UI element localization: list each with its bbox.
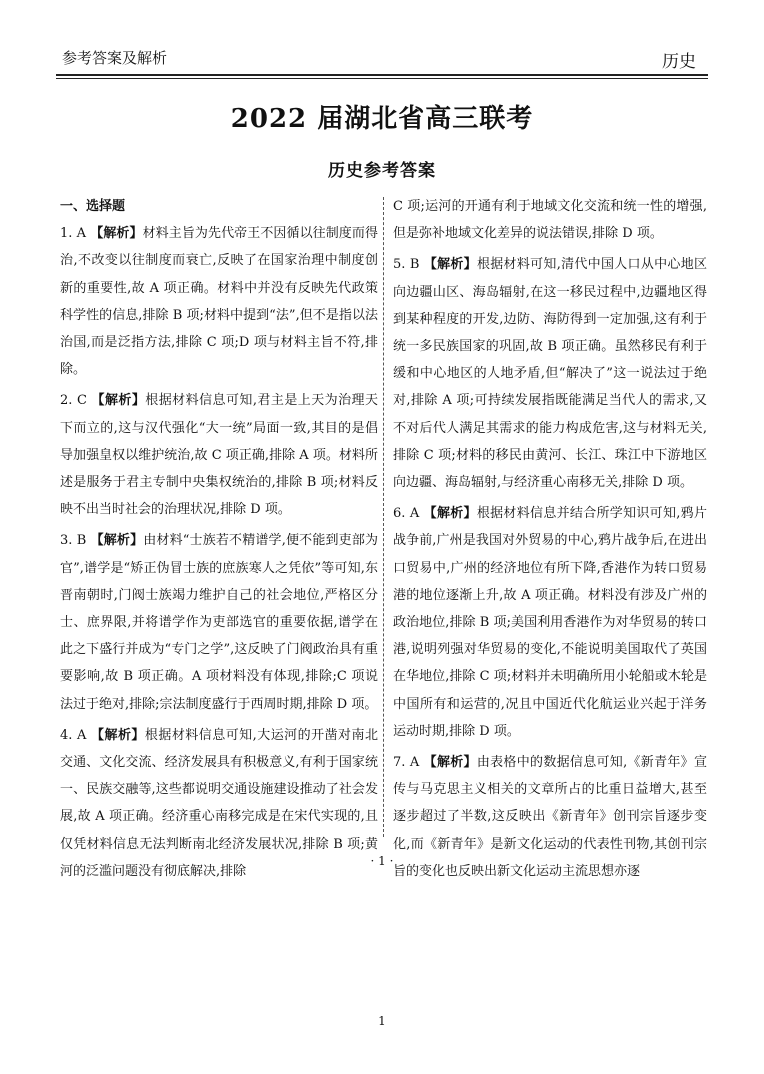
answer-text: 由表格中的数据信息可知,《新青年》宣传与马克思主义相关的文章所占的比重日益增大,甚至逐步超过了半数,这反映出《新青年》创刊宗旨逐步变化,而《新青年》是新文化运动的代表性刊物,其创刊宗旨的变化也反映出新文化运动主流思想亦逐 — [393, 755, 707, 879]
analysis-tag: 【解析】 — [91, 393, 146, 409]
answer-item — [60, 527, 378, 717]
answer-text: 根据材料信息并结合所学知识可知,鸦片战争前,广州是我国对外贸易的中心,鸦片战争后,在进出口贸易中,广州的经济地位有所下降,香港作为转口贸易港的地位逐渐上升,故 A 项正确。材料没有涉及广州的政治地位,排除 B 项;美国利用香港作为对华贸易的转口港,说明列强对华贸易的变化,不能说明美国取代了英国在华地位,排除 C 项;材料并未明确所用小轮船或木轮是中国所有和运营的,况且中国近代化航运业兴起于洋务运动时期,排除 D 项。 — [393, 506, 707, 739]
answer-number: 5. B — [393, 257, 420, 273]
answer-item — [60, 220, 378, 383]
answer-item — [60, 387, 378, 523]
answer-number: 2. C — [60, 393, 87, 409]
answer-text: 由材料“士族若不精谱学,便不能到吏部为官”,谱学是“矫正伪冒士族的庶族寒人之凭依”等可知,东晋南朝时,门阀士族竭力维护自己的社会地位,严格区分士、庶界限,并将谱学作为吏部选官的重要依据,谱学在此之下盛行并成为“专门之学”,这反映了门阀政治具有重要影响,故 B 项正确。A 项材料没有体现,排除;C 项说法过于绝对,排除;宗法制度盛行于西周时期,排除 D 项。 — [60, 533, 379, 712]
answer-text: C 项;运河的开通有利于地域文化交流和统一性的增强,但是弥补地域文化差异的说法错误,排除 D 项。 — [393, 199, 707, 242]
header-subject: 历史 — [662, 52, 696, 72]
page-number: 1 — [378, 1014, 386, 1028]
section-heading: 一、选择题 — [60, 199, 126, 214]
right-column — [393, 193, 707, 889]
analysis-tag: 【解析】 — [423, 257, 477, 273]
page-title: 2022 届湖北省高三联考 — [230, 104, 534, 134]
answer-number: 6. A — [393, 506, 420, 522]
answer-number: 4. A — [60, 727, 87, 743]
header-doc-label: 参考答案及解析 — [62, 49, 168, 67]
header-rule-thin — [56, 78, 708, 79]
analysis-tag: 【解析】 — [423, 506, 477, 522]
answer-number: 1. A — [60, 226, 87, 242]
analysis-tag: 【解析】 — [90, 226, 143, 242]
answer-item-continued — [393, 193, 707, 247]
column-divider — [383, 197, 384, 837]
analysis-tag: 【解析】 — [423, 755, 477, 771]
answer-item — [393, 500, 707, 745]
left-column — [60, 193, 378, 889]
page-subtitle: 历史参考答案 — [328, 161, 436, 181]
page-marker: · 1 · — [370, 854, 394, 868]
header-rule-thick — [56, 74, 708, 76]
answer-number: 3. B — [60, 533, 87, 549]
analysis-tag: 【解析】 — [90, 533, 144, 549]
answer-text: 根据材料信息可知,君主是上天为治理天下而立的,这与汉代强化“大一统”局面一致,其目的是倡导加强皇权以维护统治,故 C 项正确,排除 A 项。材料所述是服务于君主专制中央集权统治的,排除 B 项;材料反映不出当时社会的治理状况,排除 D 项。 — [60, 393, 378, 518]
answer-item — [393, 251, 707, 496]
analysis-tag: 【解析】 — [91, 727, 145, 743]
answer-number: 7. A — [393, 755, 420, 771]
answer-text: 材料主旨为先代帝王不因循以往制度而得治,不改变以往制度而衰亡,反映了在国家治理中制度创新的重要性,故 A 项正确。材料中并没有反映先代政策科学性的信息,排除 B 项;材料中提到“法”,但不是指以法治国,而是泛指方法,排除 C 项;D 项与材料主旨不符,排除。 — [60, 226, 378, 378]
answer-text: 根据材料可知,清代中国人口从中心地区向边疆山区、海岛辐射,在这一移民过程中,边疆地区得到某种程度的开发,边防、海防得到一定加强,这有利于统一多民族国家的巩固,故 B 项正确。虽然移民有利于缓和中心地区的人地矛盾,但“解决了”这一说法过于绝对,排除 A 项;可持续发展指既能满足当代人的需求,又不对后代人满足其需求的能力构成危害,这与材料无关,排除 C 项;材料的移民由黄河、长江、珠江中下游地区向边疆、海岛辐射,与经济重心南移无关,排除 D 项。 — [393, 257, 707, 491]
answer-text: 根据材料信息可知,大运河的开凿对南北交通、文化交流、经济发展具有积极意义,有利于国家统一、民族交融等,这些都说明交通设施建设推动了社会发展,故 A 项正确。经济重心南移完成是在宋代实现的,且仅凭材料信息无法判断南北经济发展状况,排除 B 项;黄河的泛滥问题没有彻底解决,排除 — [60, 727, 378, 879]
